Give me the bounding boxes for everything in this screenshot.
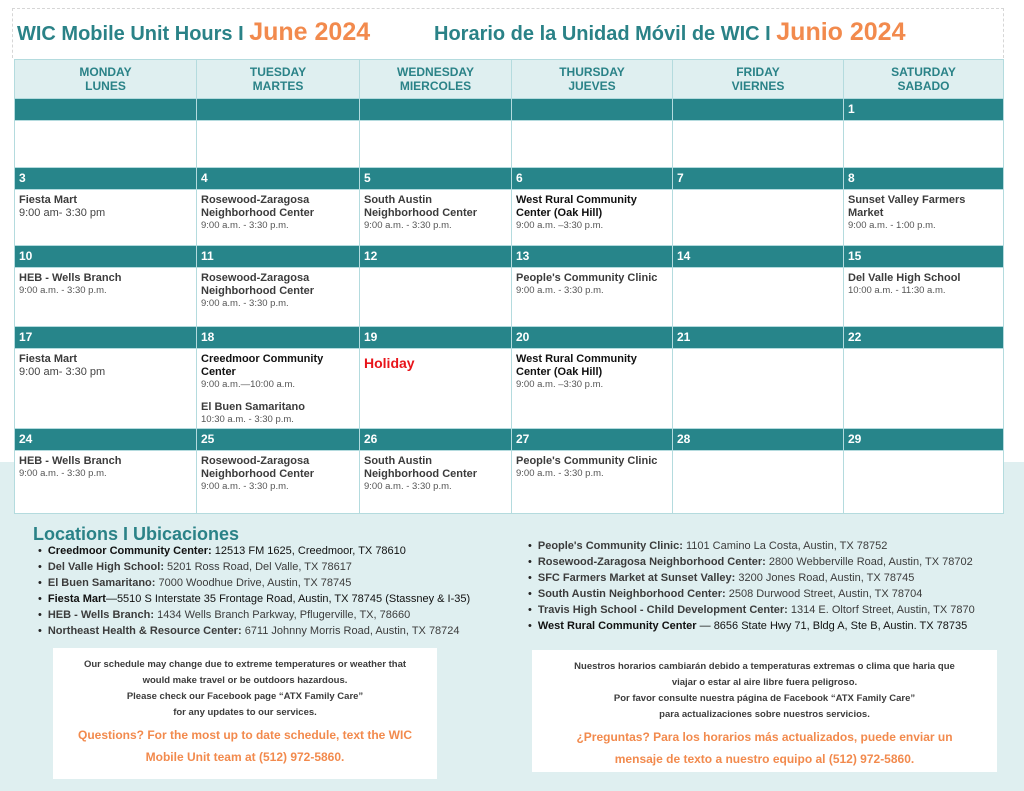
location-name: Rosewood-Zaragosa Neighborhood Center (201, 455, 315, 480)
date-number: 11 (197, 246, 360, 268)
week-5-dates (15, 429, 1004, 451)
location-item-address: 1101 Camino La Costa, Austin, TX 78752 (682, 540, 888, 552)
location-item (38, 559, 470, 575)
date-number: 22 (844, 327, 1004, 349)
date-number (512, 99, 673, 121)
day-es: MIERCOLES (399, 79, 472, 93)
date-number (197, 99, 360, 121)
location-item-address: 2508 Durwood Street, Austin, TX 78704 (725, 588, 923, 600)
day-cell (15, 451, 197, 514)
date-number: 6 (512, 168, 673, 190)
location-item-address: —5510 S Interstate 35 Frontage Road, Austin, TX 78745 (Stassney & I-35) (105, 593, 471, 605)
day-header-row (15, 60, 1004, 99)
day-en: SATURDAY (891, 65, 956, 79)
day-es: MARTES (252, 79, 304, 93)
date-number: 26 (360, 429, 512, 451)
day-en: WEDNESDAY (397, 65, 474, 79)
notice-line: Nuestros horarios cambiarán debido a temperaturas extremas o clima que haria que (574, 661, 955, 672)
location-name: West Rural Community Center (Oak Hill) (516, 353, 637, 378)
day-cell (197, 349, 360, 429)
day-cell (512, 451, 673, 514)
spacer (201, 390, 355, 401)
date-number: 1 (844, 99, 1004, 121)
week-4-dates (15, 327, 1004, 349)
questions-line: Questions? For the most up to date schedule, text the WIC (77, 728, 413, 742)
locations-title: Locations I Ubicaciones (33, 524, 240, 544)
time-range: 9:00 a.m. - 3:30 p.m. (201, 220, 289, 231)
day-cell (512, 190, 673, 246)
questions-line: ¿Preguntas? Para los horarios más actualizados, puede enviar un (576, 730, 953, 744)
location-item (38, 623, 470, 639)
day-cell (360, 349, 512, 429)
time-range: 10:00 a.m. - 11:30 a.m. (848, 285, 946, 296)
day-cell (512, 268, 673, 327)
date-number: 7 (673, 168, 844, 190)
time-range: 9:00 am- 3:30 pm (19, 207, 106, 219)
location-name: South Austin Neighborhood Center (364, 455, 478, 480)
location-name: Sunset Valley Farmers Market (848, 194, 966, 219)
location-name: People's Community Clinic (516, 455, 658, 467)
time-range: 9:00 a.m. - 3:30 p.m. (19, 285, 107, 296)
month-en: June 2024 (249, 18, 371, 46)
notice-line: Por favor consulte nuestra página de Facebook “ATX Family Care” (613, 693, 916, 704)
day-header-wednesday (360, 60, 512, 99)
location-item-address: 6711 Johnny Morris Road, Austin, TX 78724 (241, 625, 460, 637)
week-3-dates (15, 246, 1004, 268)
location-item-name: West Rural Community Center (537, 620, 697, 632)
day-cell (15, 121, 197, 168)
location-name: South Austin Neighborhood Center (364, 194, 478, 219)
date-number: 17 (15, 327, 197, 349)
location-item-address: 3200 Jones Road, Austin, TX 78745 (735, 572, 915, 584)
location-item-name: HEB - Wells Branch: (47, 609, 155, 621)
day-es: SABADO (897, 79, 950, 93)
month-es: Junio 2024 (776, 18, 906, 46)
time-range: 9:00 a.m. - 3:30 p.m. (201, 298, 289, 309)
location-item (528, 554, 975, 570)
day-cell (197, 121, 360, 168)
location-item-address: 1434 Wells Branch Parkway, Pflugerville, TX, 78660 (154, 609, 411, 621)
time-range: 9:00 a.m. - 3:30 p.m. (19, 468, 107, 479)
date-number: 28 (673, 429, 844, 451)
location-item-name: People's Community Clinic: (537, 540, 683, 552)
day-cell (673, 451, 844, 514)
notice-line: for any updates to our services. (173, 707, 317, 718)
time-range: 9:00 a.m.—10:00 a.m. (201, 379, 295, 390)
day-cell (673, 190, 844, 246)
day-cell (197, 268, 360, 327)
location-item-name: Rosewood-Zaragosa Neighborhood Center: (537, 556, 766, 568)
date-number: 5 (360, 168, 512, 190)
day-header-saturday (844, 60, 1004, 99)
week-1-dates (15, 99, 1004, 121)
day-cell (844, 190, 1004, 246)
location-item (38, 543, 470, 559)
notice-english (53, 648, 437, 779)
title-text-en: WIC Mobile Unit Hours I (17, 23, 250, 45)
day-cell (673, 121, 844, 168)
time-range: 9:00 a.m. - 3:30 p.m. (364, 481, 452, 492)
location-item-name: South Austin Neighborhood Center: (537, 588, 726, 600)
day-es: JUEVES (568, 79, 616, 93)
notice-line: para actualizaciones sobre nuestros servicios. (659, 709, 870, 720)
calendar-table (14, 59, 1004, 514)
location-name: Creedmoor Community Center (201, 353, 324, 378)
location-item-name: Northeast Health & Resource Center: (47, 625, 242, 637)
time-range: 9:00 am- 3:30 pm (19, 366, 106, 378)
time-range: 9:00 a.m. –3:30 p.m. (516, 220, 604, 231)
date-number: 12 (360, 246, 512, 268)
location-name: Rosewood-Zaragosa Neighborhood Center (201, 272, 315, 297)
date-number (15, 99, 197, 121)
day-header-friday (673, 60, 844, 99)
date-number (360, 99, 512, 121)
day-es: VIERNES (731, 79, 785, 93)
date-number: 21 (673, 327, 844, 349)
date-number: 24 (15, 429, 197, 451)
day-cell (360, 451, 512, 514)
day-cell (673, 268, 844, 327)
day-cell (512, 121, 673, 168)
location-item-name: SFC Farmers Market at Sunset Valley: (537, 572, 736, 584)
date-number: 8 (844, 168, 1004, 190)
location-item-address: 7000 Woodhue Drive, Austin, TX 78745 (155, 577, 352, 589)
title-english (17, 18, 370, 47)
week-1-content (15, 121, 1004, 168)
date-number: 13 (512, 246, 673, 268)
date-number: 15 (844, 246, 1004, 268)
location-name: HEB - Wells Branch (19, 455, 122, 467)
day-header-thursday (512, 60, 673, 99)
day-cell (844, 451, 1004, 514)
time-range: 9:00 a.m. –3:30 p.m. (516, 379, 604, 390)
location-item-address: 1314 E. Oltorf Street, Austin, TX 7870 (787, 604, 975, 616)
notice-line: would make travel or be outdoors hazardous. (142, 675, 348, 686)
location-name: West Rural Community Center (Oak Hill) (516, 194, 637, 219)
location-item-address: 12513 FM 1625, Creedmoor, TX 78610 (211, 545, 406, 557)
day-cell (844, 268, 1004, 327)
day-cell (15, 268, 197, 327)
day-cell (197, 190, 360, 246)
date-number: 27 (512, 429, 673, 451)
locations-list-right (528, 538, 975, 634)
date-number: 19 (360, 327, 512, 349)
location-item-name: El Buen Samaritano: (47, 577, 156, 589)
questions-phone-line: Mobile Unit team at (512) 972-5860. (145, 750, 345, 764)
date-number: 10 (15, 246, 197, 268)
day-cell (512, 349, 673, 429)
week-2-dates (15, 168, 1004, 190)
day-en: FRIDAY (736, 65, 780, 79)
date-number: 29 (844, 429, 1004, 451)
day-header-monday (15, 60, 197, 99)
location-item-name: Travis High School - Child Development Center: (537, 604, 788, 616)
location-name: Fiesta Mart (19, 194, 78, 206)
day-header-tuesday (197, 60, 360, 99)
location-item (528, 586, 975, 602)
day-cell (844, 121, 1004, 168)
date-number: 18 (197, 327, 360, 349)
location-name: Del Valle High School (848, 272, 961, 284)
day-es: LUNES (85, 79, 126, 93)
day-cell (360, 121, 512, 168)
location-item-name: Del Valle High School: (47, 561, 164, 573)
location-name: HEB - Wells Branch (19, 272, 122, 284)
locations-list-left (38, 543, 470, 639)
location-item (528, 618, 975, 634)
notice-spanish (532, 650, 997, 772)
location-item (38, 591, 470, 607)
notice-line: Please check our Facebook page “ATX Family Care” (126, 691, 364, 702)
date-number: 4 (197, 168, 360, 190)
day-en: TUESDAY (249, 65, 307, 79)
location-item-name: Creedmoor Community Center: (47, 545, 212, 557)
week-5-content (15, 451, 1004, 514)
location-item (38, 575, 470, 591)
location-name: Rosewood-Zaragosa Neighborhood Center (201, 194, 315, 219)
title-text-es: Horario de la Unidad Móvil de WIC I (434, 23, 777, 45)
location-item (528, 538, 975, 554)
date-number: 3 (15, 168, 197, 190)
location-item-address: — 8656 State Hwy 71, Bldg A, Ste B, Austin. TX 78735 (696, 620, 968, 632)
location-item (38, 607, 470, 623)
time-range: 9:00 a.m. - 3:30 p.m. (201, 481, 289, 492)
questions-phone-line: mensaje de texto a nuestro equipo al (512) 972-5860. (614, 752, 915, 766)
location-item (528, 570, 975, 586)
date-number (673, 99, 844, 121)
day-cell (15, 349, 197, 429)
day-en: MONDAY (79, 65, 132, 79)
holiday-label: Holiday (364, 355, 415, 371)
day-cell (673, 349, 844, 429)
time-range: 9:00 a.m. - 3:30 p.m. (516, 468, 604, 479)
week-4-content (15, 349, 1004, 429)
day-cell (15, 190, 197, 246)
week-3-content (15, 268, 1004, 327)
notice-line: viajar o estar al aire libre fuera peligroso. (671, 677, 858, 688)
day-en: THURSDAY (559, 65, 625, 79)
location-item-address: 5201 Ross Road, Del Valle, TX 78617 (164, 561, 352, 573)
day-cell (360, 190, 512, 246)
day-cell (360, 268, 512, 327)
date-number: 14 (673, 246, 844, 268)
location-name: People's Community Clinic (516, 272, 658, 284)
location-name: Fiesta Mart (19, 353, 78, 365)
time-range: 9:00 a.m. - 1:00 p.m. (848, 220, 936, 231)
date-number: 20 (512, 327, 673, 349)
time-range: 9:00 a.m. - 3:30 p.m. (516, 285, 604, 296)
location-item-address: 2800 Webberville Road, Austin, TX 78702 (765, 556, 973, 568)
location-name: El Buen Samaritano (201, 401, 305, 413)
date-number: 25 (197, 429, 360, 451)
location-item (528, 602, 975, 618)
day-cell (197, 451, 360, 514)
time-range: 10:30 a.m. - 3:30 p.m. (201, 414, 294, 425)
notice-line: Our schedule may change due to extreme temperatures or weather that (83, 659, 407, 670)
day-cell (844, 349, 1004, 429)
location-item-name: Fiesta Mart (47, 593, 106, 605)
time-range: 9:00 a.m. - 3:30 p.m. (364, 220, 452, 231)
week-2-content (15, 190, 1004, 246)
title-spanish (434, 18, 906, 47)
